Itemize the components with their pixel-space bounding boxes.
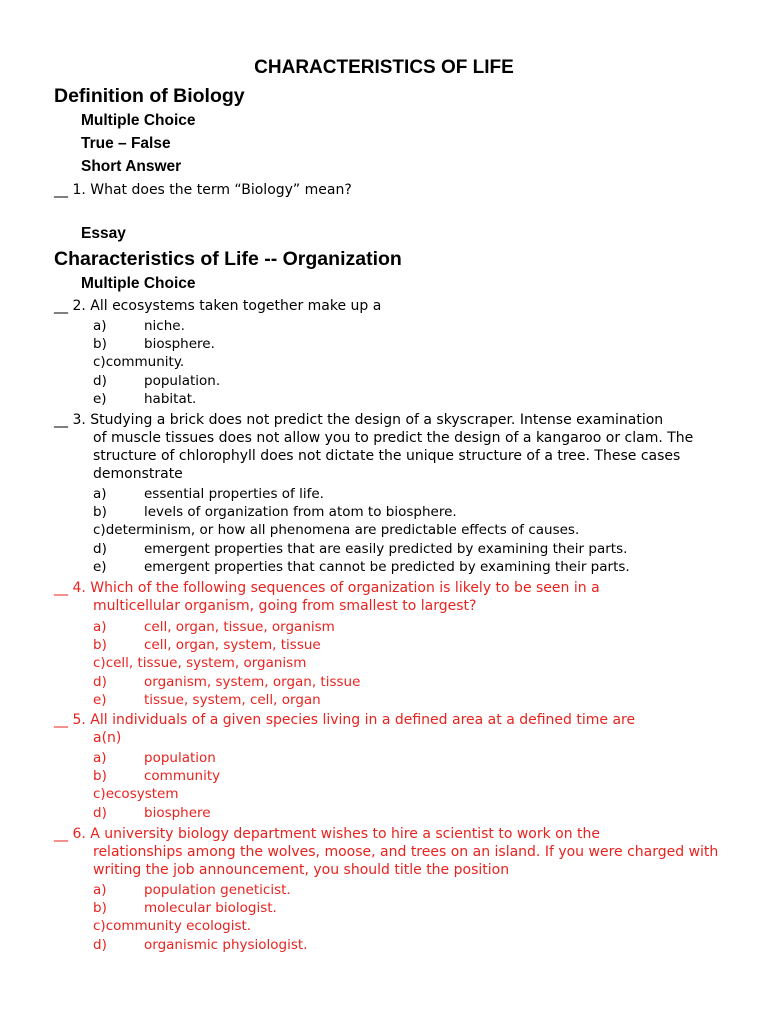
question-5-stem-first: __ 5. All individuals of a given species living in a defined area at a defined time are — [54, 712, 636, 728]
option-row: d) population. — [93, 372, 221, 389]
option-row: e) habitat. — [93, 390, 197, 407]
option-row: b) community — [93, 768, 221, 785]
page-title: CHARACTERISTICS OF LIFE — [254, 57, 514, 78]
option-row: d) organismic physiologist. — [93, 936, 308, 953]
question-3-options — [93, 485, 630, 576]
question-4-options — [93, 618, 360, 709]
question-5-stem-rest: a(n) — [93, 730, 122, 746]
option-row: c)ecosystem — [93, 786, 179, 803]
option-row: b) levels of organization from atom to biosphere. — [93, 504, 457, 521]
question-6-stem-rest: relationships among the wolves, moose, and trees on an island. If you were charged with writing the job announcement, you should title the position — [93, 844, 719, 878]
section-heading-organization: Characteristics of Life -- Organization — [54, 248, 402, 270]
option-row: a) essential properties of life. — [93, 486, 324, 502]
option-row: b) molecular biologist. — [93, 900, 277, 917]
question-2-stem: __ 2. All ecosystems taken together make up a — [54, 298, 382, 314]
subheading-multiple-choice: Multiple Choice — [81, 112, 196, 129]
option-row: d) biosphere — [93, 804, 211, 821]
option-row: b) cell, organ, system, tissue — [93, 637, 321, 654]
question-6 — [54, 825, 734, 879]
question-3 — [54, 411, 734, 483]
question-4 — [54, 579, 734, 615]
option-row: b) biosphere. — [93, 336, 215, 353]
option-row: c)determinism, or how all phenomena are predictable effects of causes. — [93, 522, 580, 539]
option-row: d) emergent properties that are easily predicted by examining their parts. — [93, 540, 628, 557]
option-row: a) niche. — [93, 318, 185, 334]
question-4-stem-first: __ 4. Which of the following sequences of organization is likely to be seen in a — [54, 580, 600, 596]
option-row: c)cell, tissue, system, organism — [93, 655, 307, 672]
question-2-options — [93, 317, 220, 408]
option-row: a) cell, organ, tissue, organism — [93, 619, 335, 635]
option-row: a) population — [93, 750, 216, 766]
option-row: c)community. — [93, 354, 185, 371]
question-1-text: __ 1. What does the term “Biology” mean? — [54, 182, 352, 198]
option-row: c)community ecologist. — [93, 918, 252, 935]
question-5-options — [93, 749, 220, 822]
subheading-short-answer: Short Answer — [81, 158, 182, 175]
question-3-stem-rest: of muscle tissues does not allow you to predict the design of a kangaroo or clam. The structure of chlorophyll does not dictate the unique structure of a tree. These cases demonstrate — [93, 430, 694, 482]
subheading-essay: Essay — [81, 225, 126, 242]
option-row: e) emergent properties that cannot be predicted by examining their parts. — [93, 558, 630, 575]
question-2 — [54, 297, 734, 315]
question-5 — [54, 711, 734, 747]
subheading-true-false: True – False — [81, 135, 171, 152]
option-row: a) population geneticist. — [93, 882, 291, 898]
section-heading-definition: Definition of Biology — [54, 85, 245, 107]
question-4-stem-rest: multicellular organism, going from smallest to largest? — [93, 598, 477, 614]
option-row: e) tissue, system, cell, organ — [93, 691, 321, 708]
subheading-multiple-choice-2: Multiple Choice — [81, 275, 196, 292]
question-6-options — [93, 881, 307, 954]
question-1 — [54, 181, 734, 199]
question-6-stem-first: __ 6. A university biology department wishes to hire a scientist to work on the — [54, 826, 601, 842]
option-row: d) organism, system, organ, tissue — [93, 673, 361, 690]
question-3-stem-first: __ 3. Studying a brick does not predict the design of a skyscraper. Intense examination — [54, 412, 664, 428]
